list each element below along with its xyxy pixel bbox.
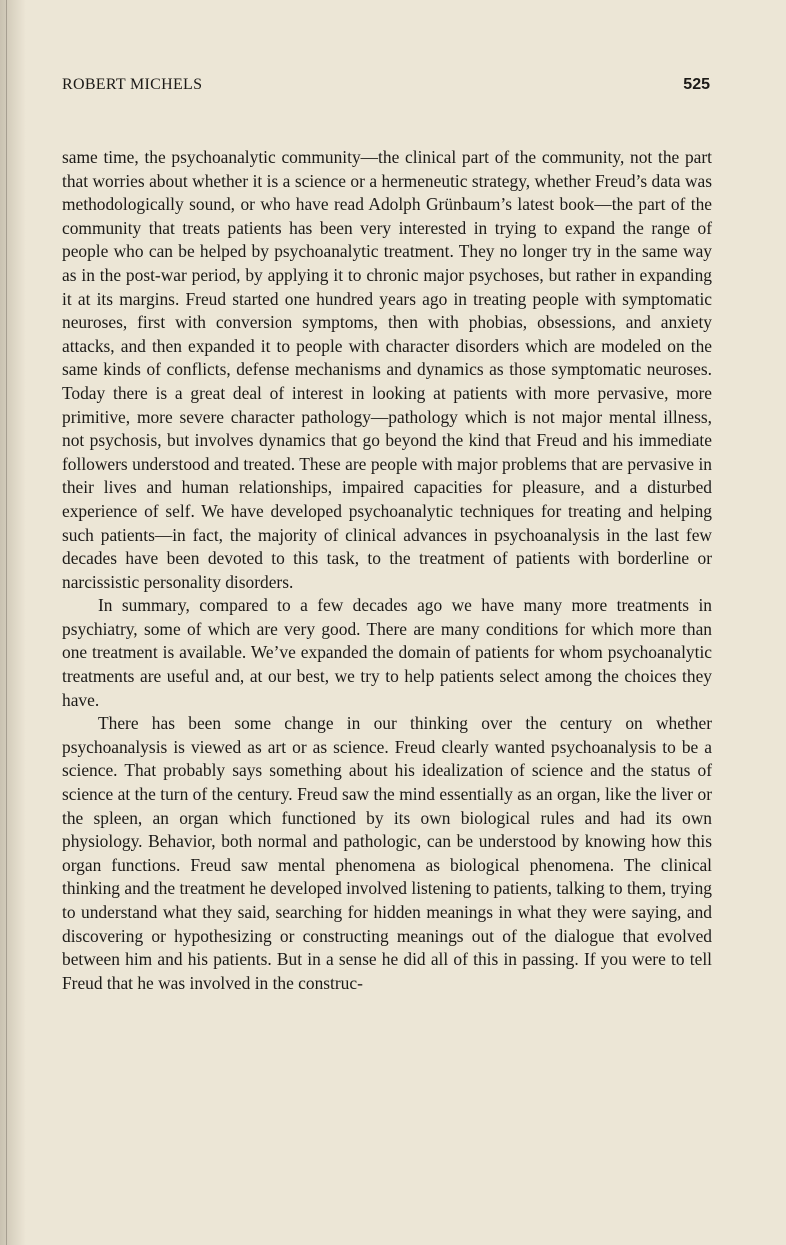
binding-edge-line: [6, 0, 7, 1245]
book-binding-shadow: [0, 0, 26, 1245]
paragraph-summary: In summary, compared to a few decades ago we have many more treatments in psychiatry, some of which are very good. There are many conditions for which more than one treatment is available. We’ve expanded the domain of patients for whom psychoanalytic treatments are useful and, at our best, we try to help patients select among the choices they have.: [62, 595, 712, 710]
running-head-author: ROBERT MICHELS: [62, 76, 203, 93]
body-text: [62, 146, 712, 995]
page-number: 525: [683, 76, 710, 93]
paragraph-continuation: same time, the psychoanalytic community—the clinical part of the community, not the part that worries about whether it is a science or a hermeneutic strategy, whether Freud’s data was methodologically sound, or who have read Adolph Grünbaum’s latest book—the part of the community that treats patients has been very interested in trying to expand the range of people who can be helped by psychoanalytic treatment. They no longer try in the same way as in the post-war period, by applying it to chronic major psychoses, but rather in expanding it at its margins. Freud started one hundred years ago in treating people with symptomatic neuroses, first with conversion symptoms, then with phobias, obsessions, and anxiety attacks, and then expanded it to people with character disorders which are modeled on the same kinds of conflicts, defense mechanisms and dynamics as those symptomatic neuroses. Today there is a great deal of interest in looking at patients with more pervasive, more primitive, more severe character pathology—pathology which is not major mental illness, not psychosis, but involves dynamics that go beyond the kind that Freud and his immediate followers understood and treated. These are people with major problems that are pervasive in their lives and human relationships, impaired capacities for pleasure, and a disturbed experience of self. We have developed psychoanalytic techniques for treating and helping such patients—in fact, the majority of clinical advances in psychoanalysis in the last few decades have been devoted to this task, to the treatment of patients with borderline or narcissistic personality disorders.: [62, 147, 712, 592]
paragraph-art-or-science: There has been some change in our thinking over the century on whether psychoanalysis is viewed as art or as science. Freud clearly wanted psychoanalysis to be a science. That probably says something about his idealization of science and the status of science at the turn of the century. Freud saw the mind essentially as an organ, like the liver or the spleen, an organ which functioned by its own biological rules and had its own physiology. Behavior, both normal and pathologic, can be understood by knowing how this organ functions. Freud saw mental phenomena as biological phenomena. The clinical thinking and the treatment he developed involved listening to patients, talking to them, trying to understand what they said, searching for hidden meanings in what they were saying, and discovering or hypothesizing or constructing meanings out of the dialogue that evolved between him and his patients. But in a sense he did all of this in passing. If you were to tell Freud that he was involved in the construc-: [62, 713, 712, 993]
page-header: [62, 76, 710, 100]
